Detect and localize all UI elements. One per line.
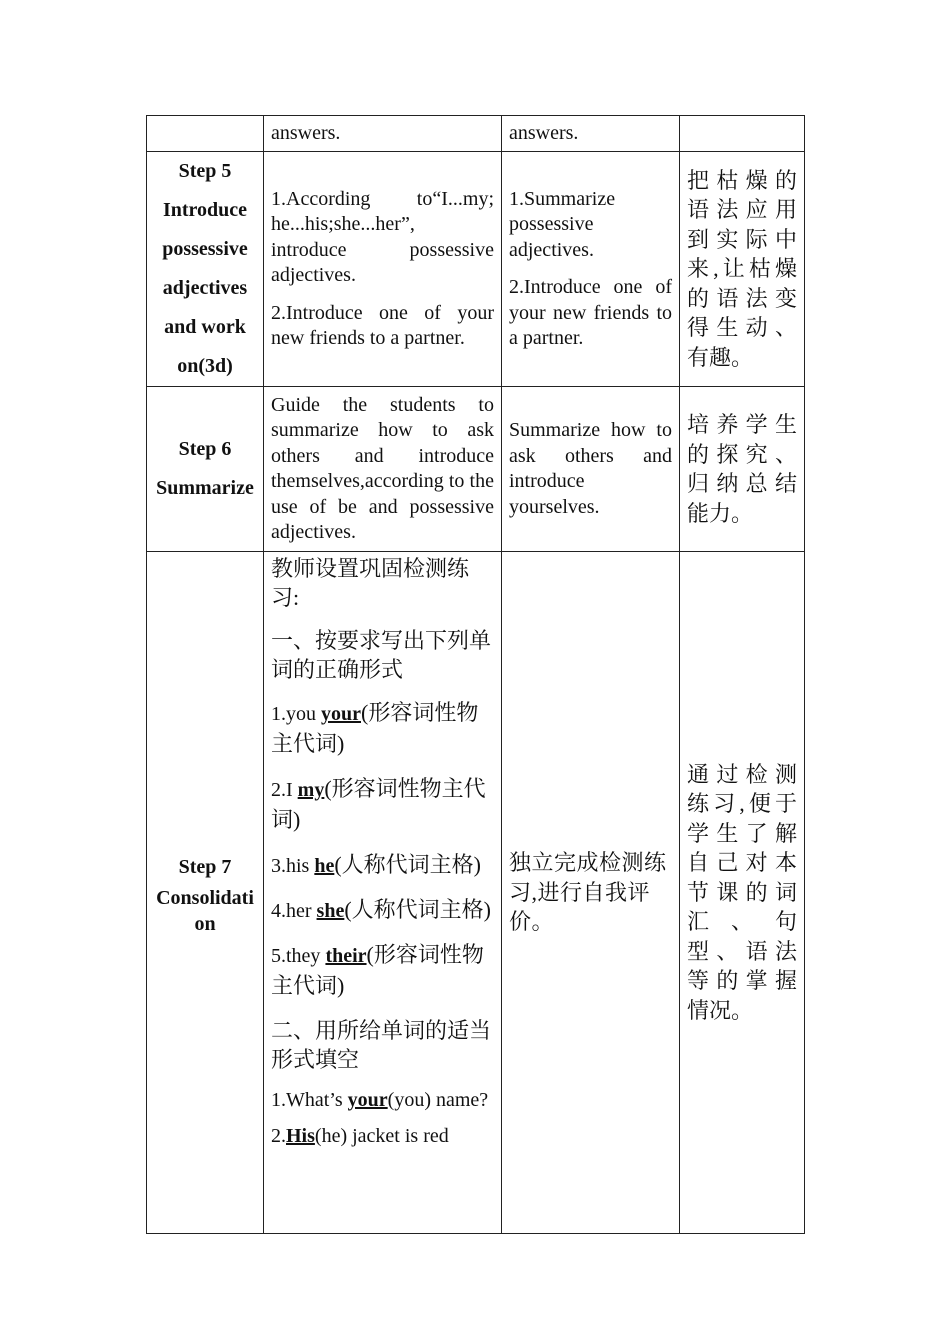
purpose-line: 情况。 xyxy=(687,997,754,1023)
student-activity-cell xyxy=(502,387,680,552)
step-name-line: and work xyxy=(164,316,246,338)
teacher-activity-item: 2.Introduce one of your new friends to a partner. xyxy=(271,301,494,349)
step-number: Step 6 xyxy=(178,438,232,460)
teacher-activity-text: answers. xyxy=(271,121,341,144)
step-name-line: on xyxy=(194,912,216,935)
purpose-line: 得生动、 xyxy=(687,315,797,341)
step-cell xyxy=(147,552,264,1234)
exercise-item: 1.you your(形容词性物主代词) xyxy=(271,700,479,756)
purpose-cell xyxy=(680,116,805,152)
student-activity-cell xyxy=(502,116,680,152)
step-cell xyxy=(147,387,264,552)
teacher-activity-cell xyxy=(264,387,502,552)
student-activity-text: answers. xyxy=(509,121,579,144)
student-activity-item: 1.Summarize possessive adjectives. xyxy=(509,187,616,261)
table-row xyxy=(147,387,805,552)
exercise-section-title: 一、按要求写出下列单词的正确形式 xyxy=(271,628,492,682)
purpose-line: 汇 、 句 xyxy=(687,909,797,935)
exercise-item: 4.her she(人称代词主格) xyxy=(271,897,491,922)
purpose-line: 归纳总结 xyxy=(687,471,797,496)
step-number: Step 5 xyxy=(178,160,232,182)
answer-text: my xyxy=(297,779,325,801)
step-name-line: adjectives xyxy=(162,277,248,299)
table-row xyxy=(147,152,805,387)
step-name-line: Summarize xyxy=(156,477,254,499)
student-activity-text: 独立完成检测练习,进行自我评价。 xyxy=(509,850,667,935)
purpose-line: 练习,便于 xyxy=(687,791,797,817)
exercise-item: 2.His(he) jacket is red xyxy=(271,1124,449,1147)
purpose-line: 能力。 xyxy=(687,500,754,526)
purpose-line: 有趣。 xyxy=(687,344,754,370)
purpose-line: 把枯燥的 xyxy=(687,167,797,193)
purpose-line: 培养学生 xyxy=(687,412,797,437)
answer-text: their xyxy=(325,945,367,967)
purpose-line: 通过检测 xyxy=(687,761,797,787)
step-cell xyxy=(147,152,264,387)
purpose-line: 节课的词 xyxy=(687,879,797,905)
teacher-activity-item: Guide the students to summarize how to ask others and introduce themselves,according to the use of be and possessive adjectives. xyxy=(271,393,494,543)
student-activity-item: 2.Introduce one of your new friends to a partner. xyxy=(509,276,672,349)
answer-text: he xyxy=(314,855,335,877)
exercise-list xyxy=(271,552,494,1233)
step-name-line: possessive xyxy=(162,238,248,260)
answer-text: your xyxy=(347,1089,388,1111)
step-name-line: on(3d) xyxy=(177,355,233,377)
table-row xyxy=(147,116,805,152)
step-cell xyxy=(147,116,264,152)
exercise-item: 1.What’s your(you) name? xyxy=(271,1089,489,1111)
exercise-section-title: 二、用所给单词的适当形式填空 xyxy=(271,1018,492,1072)
purpose-line: 自己对本 xyxy=(687,850,797,876)
exercise-item: 2.I my(形容词性物主代词) xyxy=(271,776,486,832)
teacher-activity-item: 1.According to“I...my; he...his;she...her”, introduce possessive adjectives. xyxy=(271,187,494,286)
purpose-line: 语法应用 xyxy=(687,197,797,223)
table-row xyxy=(147,552,805,1234)
answer-text: she xyxy=(316,900,345,922)
lesson-plan-table xyxy=(146,115,805,1234)
purpose-line: 来,让枯燥 xyxy=(687,256,797,282)
step-name-line: Consolidati xyxy=(156,886,254,909)
purpose-line: 到实际中 xyxy=(687,226,797,252)
exercise-item: 3.his he(人称代词主格) xyxy=(271,852,481,877)
purpose-line: 等的掌握 xyxy=(687,968,797,994)
answer-text: your xyxy=(321,703,361,725)
student-activity-cell xyxy=(502,552,680,1234)
step-number: Step 7 xyxy=(178,855,232,878)
answer-text: His xyxy=(286,1124,315,1147)
student-activity-cell xyxy=(502,152,680,387)
step-name-line: Introduce xyxy=(162,199,248,221)
purpose-line: 的语法变 xyxy=(687,285,797,311)
purpose-cell xyxy=(680,152,805,387)
purpose-cell xyxy=(680,552,805,1234)
purpose-line: 型、语法 xyxy=(687,938,797,964)
exercise-item: 5.they their(形容词性物主代词) xyxy=(271,942,484,998)
purpose-line: 学生了解 xyxy=(687,820,797,846)
purpose-cell xyxy=(680,387,805,552)
student-activity-item: Summarize how to ask others and introduce yourselves. xyxy=(509,419,672,518)
purpose-line: 的探究、 xyxy=(687,441,797,467)
teacher-activity-cell xyxy=(264,116,502,152)
teacher-activity-cell xyxy=(264,552,502,1234)
teacher-activity-cell xyxy=(264,152,502,387)
exercise-intro: 教师设置巩固检测练习: xyxy=(271,556,470,610)
